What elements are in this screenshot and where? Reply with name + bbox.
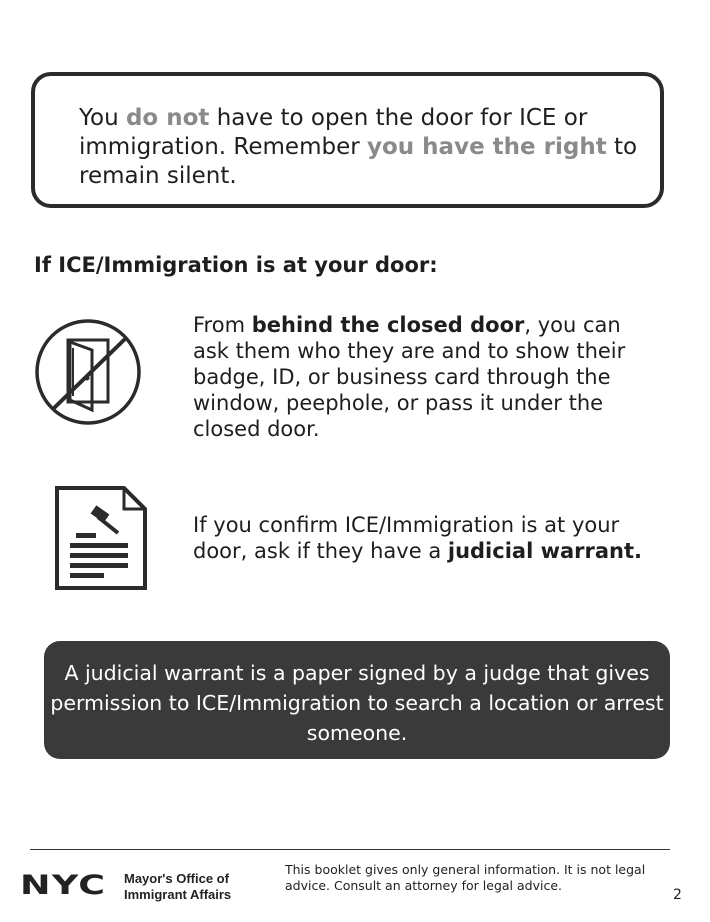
tip1-text-2: , you can ask them who they are and to show their badge, ID, or business card through the window, peephole, or pass it under the closed door. [193,313,626,441]
tip-ask-identification [193,312,663,442]
tip1-bold: behind the closed door [251,313,525,337]
callout-text-3: to remain silent. [79,134,638,189]
rights-callout-text [79,104,649,191]
callout-highlight-do-not: do not [125,105,210,131]
callout-text-1: You [79,105,126,131]
tip1-text-1: From [193,313,252,337]
footer-divider [30,849,670,850]
callout-highlight-right: you have the right [367,134,607,160]
no-open-door-icon [34,318,142,426]
legal-disclaimer: This booklet gives only general information. It is not legal advice. Consult an attorney for legal advice. [285,862,646,893]
office-name-line2: Immigrant Affairs [124,887,232,902]
callout-text-2: have to open the door for ICE or immigration. Remember [79,105,588,160]
page-number: 2 [673,887,682,903]
nyc-logo: NYC [20,870,107,901]
tip-ask-warrant [193,512,663,564]
office-name-line1: Mayor's Office of [124,871,229,886]
section-heading: If ICE/Immigration is at your door: [34,253,438,277]
definition-text: A judicial warrant is a paper signed by a judge that gives permission to ICE/Immigration to search a location or arrest someone. [50,661,664,745]
office-name [124,871,231,903]
tip2-bold: judicial warrant. [447,539,643,563]
rights-callout [31,72,664,208]
warrant-document-icon [54,485,148,591]
tip2-text-1: If you confirm ICE/Immigration is at your door, ask if they have a [193,513,620,563]
definition-box [44,641,670,759]
